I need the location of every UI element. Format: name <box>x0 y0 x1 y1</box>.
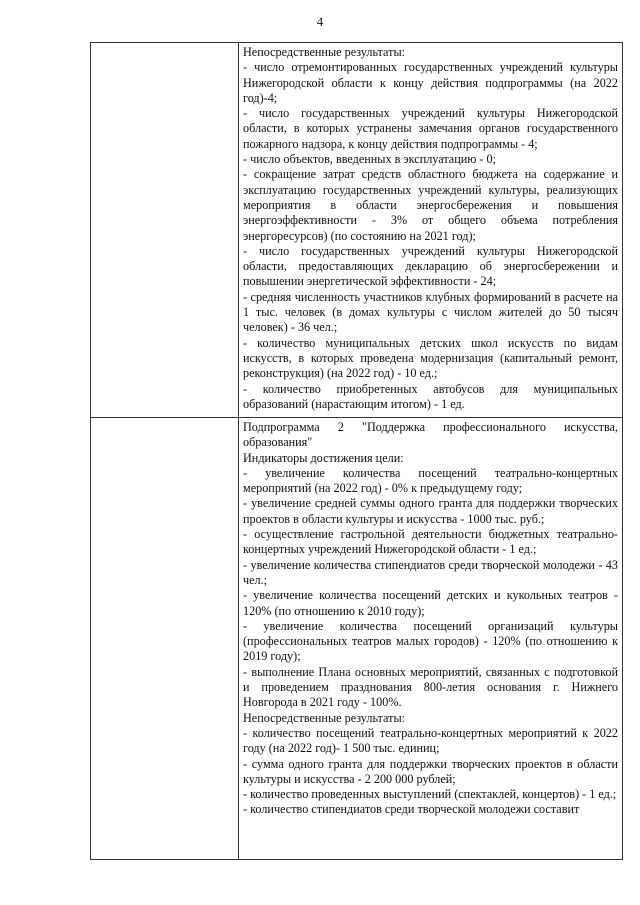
section2-line: - количество стипендиатов среди творческой молодежи составит <box>243 802 580 817</box>
section2-line: - сумма одного гранта для поддержки творческих проектов в области культуры и искусства - 2 200 000 рублей; <box>243 756 618 786</box>
section2-line: Непосредственные результаты: <box>243 710 406 725</box>
section1-text <box>243 45 618 412</box>
section1-line: - число объектов, введенных в эксплуатацию - 0; <box>243 152 496 167</box>
section2-line: - количество проведенных выступлений (спектаклей, концертов) - 1 ед.; <box>243 787 617 802</box>
section2-line: - увеличение средней суммы одного гранта для поддержки творческих проектов в области культуры и искусства - 1000 тыс. руб.; <box>243 496 618 526</box>
section2-text <box>243 420 618 818</box>
section1-line: - количество приобретенных автобусов для муниципальных образований (нарастающим итогом) - 1 ед. <box>243 381 618 411</box>
section1-line: - сокращение затрат средств областного бюджета на содержание и эксплуатацию государственных учреждений культуры, реализующих мероприятия в области энергосбережения и повышения энергоэффективности - 3% от общего объема потребления энергоресурсов) (по состоянию на 2021 год); <box>243 167 618 243</box>
section2-line: - увеличение количества посещений детских и кукольных театров - 120% (по отношению к 2010 году); <box>243 588 618 618</box>
section2-line: Индикаторы достижения цели: <box>243 450 404 465</box>
section1-line: - средняя численность участников клубных формирований в расчете на 1 тыс. человек (в домах культуры с числом жителей до 50 тысяч человек) - 36 чел.; <box>243 289 618 335</box>
document-table <box>90 42 623 860</box>
section1-line: Непосредственные результаты: <box>243 45 406 59</box>
section2-line: - выполнение Плана основных мероприятий, связанных с подготовкой и проведением празднования 800-летия основания г. Нижнего Новгорода в 2021 году - 100%. <box>243 664 618 710</box>
section1-line: - число государственных учреждений культуры Нижегородской области, в которых устранены замечания органов государственного пожарного надзора, к концу действия подпрограммы - 4; <box>243 106 618 151</box>
table-row <box>91 43 623 418</box>
right-cell <box>239 418 623 860</box>
section1-line: - количество муниципальных детских школ искусств по видам искусств, в которых проведена модернизация (капитальный ремонт, реконструкция) (на 2022 год) - 10 ед.; <box>243 335 618 381</box>
section1-line: - число отремонтированных государственных учреждений культуры Нижегородской области к концу действия подпрограммы (на 2022 год)-4; <box>243 60 618 105</box>
page-number: 4 <box>316 14 324 29</box>
subprogram-title: Подпрограмма 2 "Поддержка профессионального искусства, образования" <box>243 420 618 450</box>
left-cell <box>91 43 239 418</box>
right-cell <box>239 43 623 418</box>
section2-line: - количество посещений театрально-концертных мероприятий к 2022 году (на 2022 год)- 1 500 тыс. единиц; <box>243 725 618 756</box>
section2-line: - увеличение количества посещений организаций культуры (профессиональных театров малых городов) - 120% (по отношению к 2019 году); <box>243 618 618 664</box>
section2-line: - увеличение количества посещений театрально-концертных мероприятий (на 2022 год) - 0% к предыдущему году; <box>243 465 618 496</box>
section2-line: - осуществление гастрольной деятельности бюджетных театрально-концертных учреждений Нижегородской области - 1 ед.; <box>243 527 618 557</box>
section2-line: - увеличение количества стипендиатов среди творческой молодежи - 43 чел.; <box>243 557 618 587</box>
section1-line: - число государственных учреждений культуры Нижегородской области, предоставляющих декларацию об энергосбережении и повышении энергетической эффективности - 24; <box>243 243 618 289</box>
left-cell <box>91 418 239 860</box>
table-row <box>91 418 623 860</box>
